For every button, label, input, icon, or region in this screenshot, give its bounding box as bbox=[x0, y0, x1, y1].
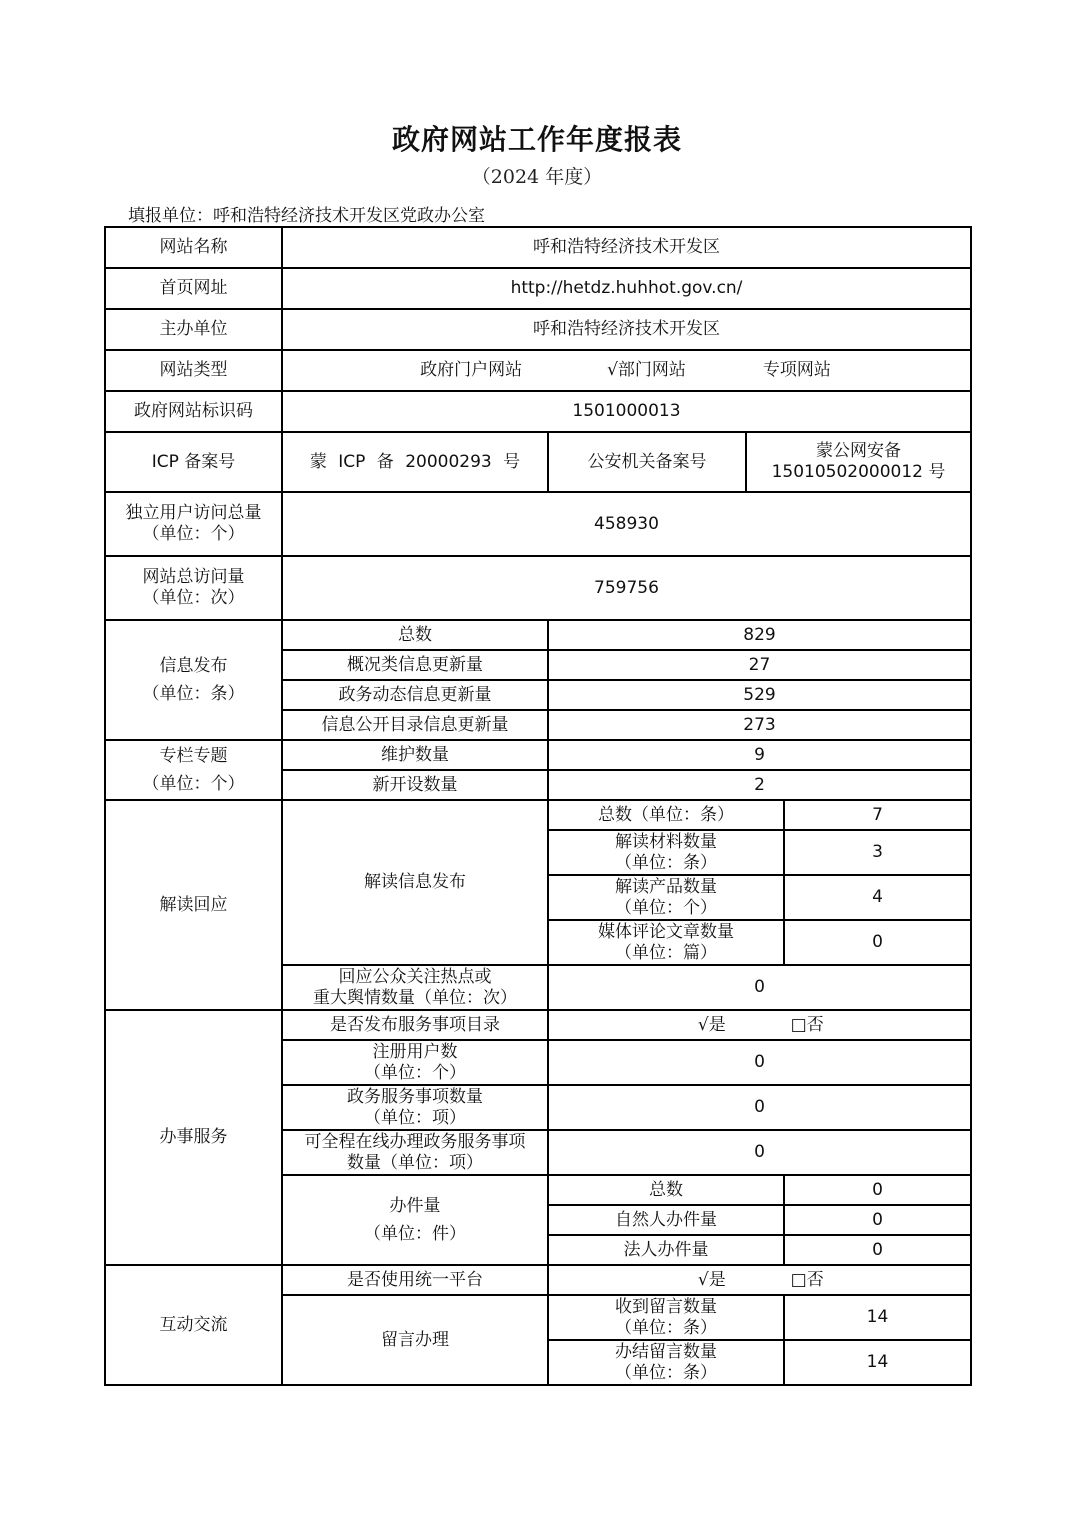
interpret-row-label-line1: 解读材料数量 bbox=[615, 831, 717, 852]
volume-row-label: 自然人办件量 bbox=[548, 1205, 784, 1235]
info-section-label-line1: 信息发布 bbox=[159, 656, 228, 676]
police-record-label: 公安机关备案号 bbox=[548, 432, 746, 492]
site-type-label: 网站类型 bbox=[105, 350, 282, 391]
interpret-row-label-line2: （单位：篇） bbox=[615, 942, 717, 963]
row-site-code bbox=[105, 391, 971, 432]
interpret-row-label: 总数（单位：条） bbox=[548, 800, 784, 830]
service-row-value: 0 bbox=[548, 1040, 971, 1085]
interpret-section-label: 解读回应 bbox=[105, 800, 282, 1010]
info-row-value: 529 bbox=[548, 680, 971, 710]
interpret-row-label-line1: 媒体评论文章数量 bbox=[598, 921, 734, 942]
message-label: 留言办理 bbox=[282, 1295, 548, 1385]
row-home-url bbox=[105, 268, 971, 309]
row-site-type bbox=[105, 350, 971, 391]
icp-label: ICP 备案号 bbox=[105, 432, 282, 492]
info-row-value: 829 bbox=[548, 620, 971, 650]
platform-label: 是否使用统一平台 bbox=[282, 1265, 548, 1295]
service-row-label-line2: （单位：项） bbox=[364, 1107, 466, 1128]
volume-row-value: 0 bbox=[784, 1235, 971, 1265]
info-row-label: 政务动态信息更新量 bbox=[282, 680, 548, 710]
columns-row bbox=[105, 740, 971, 770]
volume-row-value: 0 bbox=[784, 1205, 971, 1235]
info-section-label bbox=[105, 620, 282, 740]
service-row-label-line2: 数量（单位：项） bbox=[347, 1152, 483, 1173]
row-page-views bbox=[105, 556, 971, 620]
home-url-value: http://hetdz.huhhot.gov.cn/ bbox=[282, 268, 971, 309]
columns-section-label bbox=[105, 740, 282, 800]
interact-section-label: 互动交流 bbox=[105, 1265, 282, 1385]
site-name-value: 呼和浩特经济技术开发区 bbox=[282, 227, 971, 268]
interpret-row-value: 4 bbox=[784, 875, 971, 920]
page-views-label-line2: （单位：次） bbox=[142, 588, 245, 608]
service-row-label-line1: 政务服务事项数量 bbox=[347, 1086, 483, 1107]
platform-choice bbox=[548, 1265, 971, 1295]
interpret-row-label bbox=[548, 920, 784, 965]
platform-row bbox=[105, 1265, 971, 1295]
service-row-label-line1: 注册用户数 bbox=[372, 1041, 458, 1062]
host-unit-value: 呼和浩特经济技术开发区 bbox=[282, 309, 971, 350]
info-row-value: 273 bbox=[548, 710, 971, 740]
type-option-portal: 政府门户网站 bbox=[420, 360, 523, 380]
page-views-label-line1: 网站总访问量 bbox=[142, 567, 245, 587]
columns-row-value: 9 bbox=[548, 740, 971, 770]
filling-unit: 填报单位：呼和浩特经济技术开发区党政办公室 bbox=[128, 206, 485, 226]
type-option-special: 专项网站 bbox=[762, 360, 831, 380]
page-views-label bbox=[105, 556, 282, 620]
message-row-label-line2: （单位：条） bbox=[615, 1317, 717, 1338]
interpret-row-label-line2: （单位：个） bbox=[615, 897, 717, 918]
message-row-value: 14 bbox=[784, 1340, 971, 1385]
message-row-label bbox=[548, 1295, 784, 1340]
site-type-options bbox=[282, 350, 971, 391]
service-row-label bbox=[282, 1130, 548, 1175]
message-row-label-line1: 办结留言数量 bbox=[615, 1341, 717, 1362]
type-option-department: √部门网站 bbox=[607, 360, 686, 380]
service-row-label-line1: 可全程在线办理政务服务事项 bbox=[304, 1131, 526, 1152]
site-code-value: 1501000013 bbox=[282, 391, 971, 432]
report-title: 政府网站工作年度报表 bbox=[391, 123, 682, 156]
host-unit-label: 主办单位 bbox=[105, 309, 282, 350]
row-unique-visitors bbox=[105, 492, 971, 556]
interpret-row-label-line1: 解读产品数量 bbox=[615, 876, 717, 897]
service-catalog-row bbox=[105, 1010, 971, 1040]
response-label-line2: 重大舆情数量（单位：次） bbox=[313, 987, 517, 1008]
response-label-line1: 回应公众关注热点或 bbox=[338, 966, 492, 987]
volume-row-label: 法人办件量 bbox=[548, 1235, 784, 1265]
service-row-label bbox=[282, 1085, 548, 1130]
response-label bbox=[282, 965, 548, 1010]
site-code-label: 政府网站标识码 bbox=[105, 391, 282, 432]
unique-visitors-label-line1: 独立用户访问总量 bbox=[125, 503, 262, 523]
service-catalog-yes: √是 bbox=[697, 1014, 726, 1035]
volume-label-line1: 办件量 bbox=[389, 1196, 441, 1216]
report-year: （2024 年度） bbox=[471, 166, 603, 188]
columns-row-value: 2 bbox=[548, 770, 971, 800]
service-catalog-no: □否 bbox=[790, 1014, 824, 1035]
police-record-line2: 15010502000012 号 bbox=[771, 462, 946, 482]
message-row-value: 14 bbox=[784, 1295, 971, 1340]
volume-label bbox=[282, 1175, 548, 1265]
message-row-label-line2: （单位：条） bbox=[615, 1362, 717, 1383]
interpret-row bbox=[105, 800, 971, 830]
message-row-label-line1: 收到留言数量 bbox=[615, 1296, 717, 1317]
unique-visitors-label bbox=[105, 492, 282, 556]
columns-section-label-line2: （单位：个） bbox=[142, 774, 245, 794]
unique-visitors-value: 458930 bbox=[282, 492, 971, 556]
icp-value: 蒙 ICP 备 20000293 号 bbox=[282, 432, 548, 492]
info-row-label: 信息公开目录信息更新量 bbox=[282, 710, 548, 740]
volume-row-label: 总数 bbox=[548, 1175, 784, 1205]
columns-row-label: 新开设数量 bbox=[282, 770, 548, 800]
message-row-label bbox=[548, 1340, 784, 1385]
service-row-label bbox=[282, 1040, 548, 1085]
row-host-unit bbox=[105, 309, 971, 350]
row-icp bbox=[105, 432, 971, 492]
interpret-row-label-line2: （单位：条） bbox=[615, 852, 717, 873]
columns-section-label-line1: 专栏专题 bbox=[159, 746, 228, 766]
volume-label-line2: （单位：件） bbox=[364, 1224, 466, 1244]
info-row-value: 27 bbox=[548, 650, 971, 680]
home-url-label: 首页网址 bbox=[105, 268, 282, 309]
columns-row-label: 维护数量 bbox=[282, 740, 548, 770]
service-catalog-choice bbox=[548, 1010, 971, 1040]
platform-no: □否 bbox=[790, 1269, 824, 1290]
row-site-name bbox=[105, 227, 971, 268]
interpret-row-value: 0 bbox=[784, 920, 971, 965]
response-value: 0 bbox=[548, 965, 971, 1010]
info-section-label-line2: （单位：条） bbox=[142, 684, 245, 704]
volume-row-value: 0 bbox=[784, 1175, 971, 1205]
service-row-label-line2: （单位：个） bbox=[364, 1062, 466, 1083]
report-table bbox=[104, 226, 972, 1386]
service-catalog-label: 是否发布服务事项目录 bbox=[282, 1010, 548, 1040]
page-views-value: 759756 bbox=[282, 556, 971, 620]
interpret-row-value: 7 bbox=[784, 800, 971, 830]
police-record-line1: 蒙公网安备 bbox=[816, 441, 901, 461]
info-row bbox=[105, 620, 971, 650]
police-record-value bbox=[746, 432, 971, 492]
interpret-row-label bbox=[548, 830, 784, 875]
interpret-sub-label: 解读信息发布 bbox=[282, 800, 548, 965]
service-row-value: 0 bbox=[548, 1085, 971, 1130]
service-row-value: 0 bbox=[548, 1130, 971, 1175]
platform-yes: √是 bbox=[697, 1269, 726, 1290]
service-section-label: 办事服务 bbox=[105, 1010, 282, 1265]
info-row-label: 总数 bbox=[282, 620, 548, 650]
site-name-label: 网站名称 bbox=[105, 227, 282, 268]
interpret-row-value: 3 bbox=[784, 830, 971, 875]
unique-visitors-label-line2: （单位：个） bbox=[142, 524, 245, 544]
info-row-label: 概况类信息更新量 bbox=[282, 650, 548, 680]
interpret-row-label bbox=[548, 875, 784, 920]
